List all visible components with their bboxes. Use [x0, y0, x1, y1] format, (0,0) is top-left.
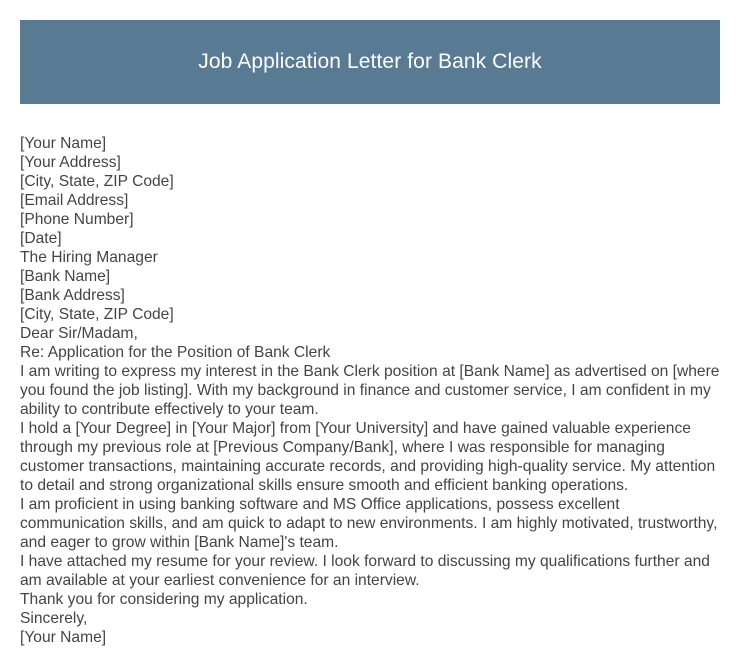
recipient-title: The Hiring Manager [20, 249, 158, 266]
closing: Sincerely, [20, 610, 88, 627]
sender-city-state-zip: [City, State, ZIP Code] [20, 173, 174, 190]
recipient-bank-name: [Bank Name] [20, 268, 111, 285]
subject-line: Re: Application for the Position of Bank Clerk [20, 344, 331, 361]
letter-date: [Date] [20, 230, 62, 247]
recipient-bank-address: [Bank Address] [20, 287, 125, 304]
sender-name: [Your Name] [20, 135, 107, 152]
sender-address: [Your Address] [20, 154, 121, 171]
sender-phone: [Phone Number] [20, 211, 134, 228]
paragraph-resume: I have attached my resume for your review. I look forward to discussing my qualifications further and am available at your earliest convenience for an interview. [20, 553, 710, 589]
paragraph-skills: I am proficient in using banking software and MS Office applications, possess excellent communication skills, and am quick to adapt to new environments. I am highly motivated, trustworthy, and eager to grow within [Bank Name]'s team. [20, 496, 718, 551]
recipient-city-state-zip: [City, State, ZIP Code] [20, 306, 174, 323]
letter-body [20, 134, 725, 647]
paragraph-interest: I am writing to express my interest in the Bank Clerk position at [Bank Name] as advertised on [where you found the job listing]. With my background in finance and customer service, I am confident in my ability to contribute effectively to your team. [20, 363, 720, 418]
salutation: Dear Sir/Madam, [20, 325, 138, 342]
signature: [Your Name] [20, 629, 107, 646]
paragraph-experience: I hold a [Your Degree] in [Your Major] from [Your University] and have gained valuable experience through my previous role at [Previous Company/Bank], where I was responsible for managing customer transactions, maintaining accurate records, and providing high-quality service. My attention to detail and strong organizational skills ensure smooth and efficient banking operations. [20, 420, 716, 494]
title-banner [20, 20, 720, 104]
sender-email: [Email Address] [20, 192, 129, 209]
page-title: Job Application Letter for Bank Clerk [198, 50, 542, 73]
paragraph-thanks: Thank you for considering my application. [20, 591, 308, 608]
